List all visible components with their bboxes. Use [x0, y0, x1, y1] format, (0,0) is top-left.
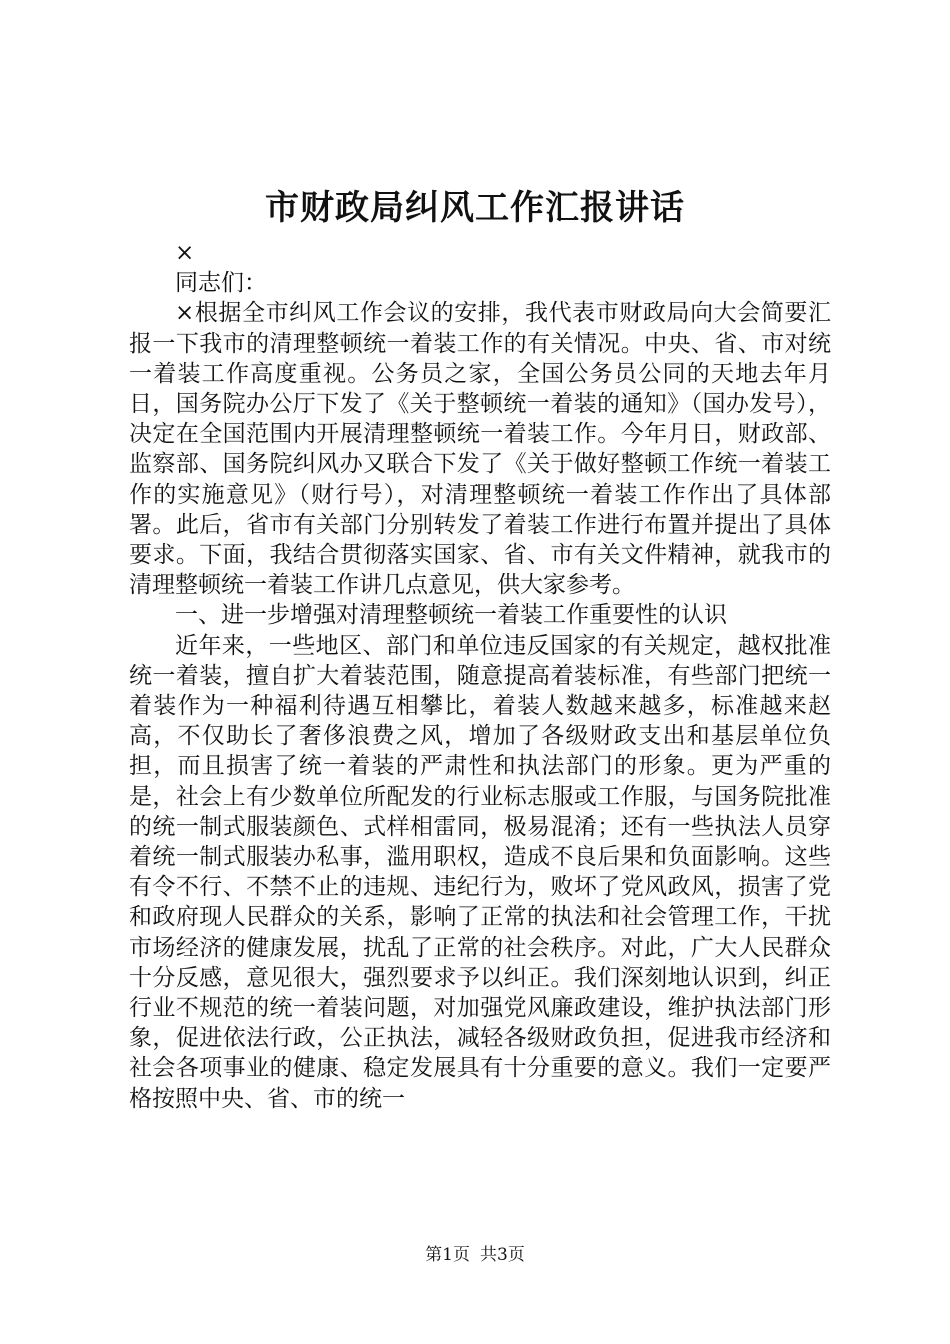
page-total: 共3页: [480, 1245, 525, 1265]
paragraph-salutation: 同志们：: [175, 270, 267, 297]
document-title: 市财政局纠风工作汇报讲话: [265, 188, 685, 228]
document-body: [129, 238, 831, 1114]
paragraph-section-one: 近年来，一些地区、部门和单位违反国家的有关规定，越权批准统一着装，擅自扩大着装范围，随意提高着装标准，有些部门把统一着装作为一种福利待遇互相攀比，着装人数越来越多，标准越来赵高，不仅助长了奢侈浪费之风，增加了各级财政支出和基层单位负担，而且损害了统一着装的严肃性和执法部门的形象。更为严重的是，社会上有少数单位所配发的行业标志服或工作服，与国务院批准的统一制式服装颜色、式样相雷同，极易混淆；还有一些执法人员穿着统一制式服装办私事，滥用职权，造成不良后果和负面影响。这些有令不行、不禁不止的违规、违纪行为，败坏了党风政风，损害了党和政府现人民群众的关系，影响了正常的执法和社会管理工作，干扰市场经济的健康发展，扰乱了正常的社会秩序。对此，广大人民群众十分反感，意见很大，强烈要求予以纠正。我们深刻地认识到，纠正行业不规范的统一着装问题，对加强党风廉政建设，维护执法部门形象，促进依法行政，公正执法，减轻各级财政负担，促进我市经济和社会各项事业的健康、稳定发展具有十分重要的意义。我们一定要严格按照中央、省、市的统一: [129, 632, 831, 1112]
page-footer: [0, 1243, 950, 1267]
paragraph-mark: ×: [175, 240, 195, 266]
paragraph-intro: ×根据全市纠风工作会议的安排，我代表市财政局向大会简要汇报一下我市的清理整顿统一着装工作的有关情况。中央、省、市对统一着装工作高度重视。公务员之家，全国公务员公同的天地去年月日，国务院办公厅下发了《关于整顿统一着装的通知》（国办发号），决定在全国范围内开展清理整顿统一着装工作。今年月日，财政部、监察部、国务院纠风办又联合下发了《关于做好整顿工作统一着装工作的实施意见》（财行号），对清理整顿统一着装工作作出了具体部署。此后，省市有关部门分别转发了着装工作进行布置并提出了具体要求。下面，我结合贯彻落实国家、省、市有关文件精神，就我市的清理整顿统一着装工作讲几点意见，供大家参考。: [129, 300, 831, 599]
section-heading: 一、进一步增强对清理整顿统一着装工作重要性的认识: [175, 602, 727, 629]
page-number: 第1页: [425, 1245, 470, 1265]
